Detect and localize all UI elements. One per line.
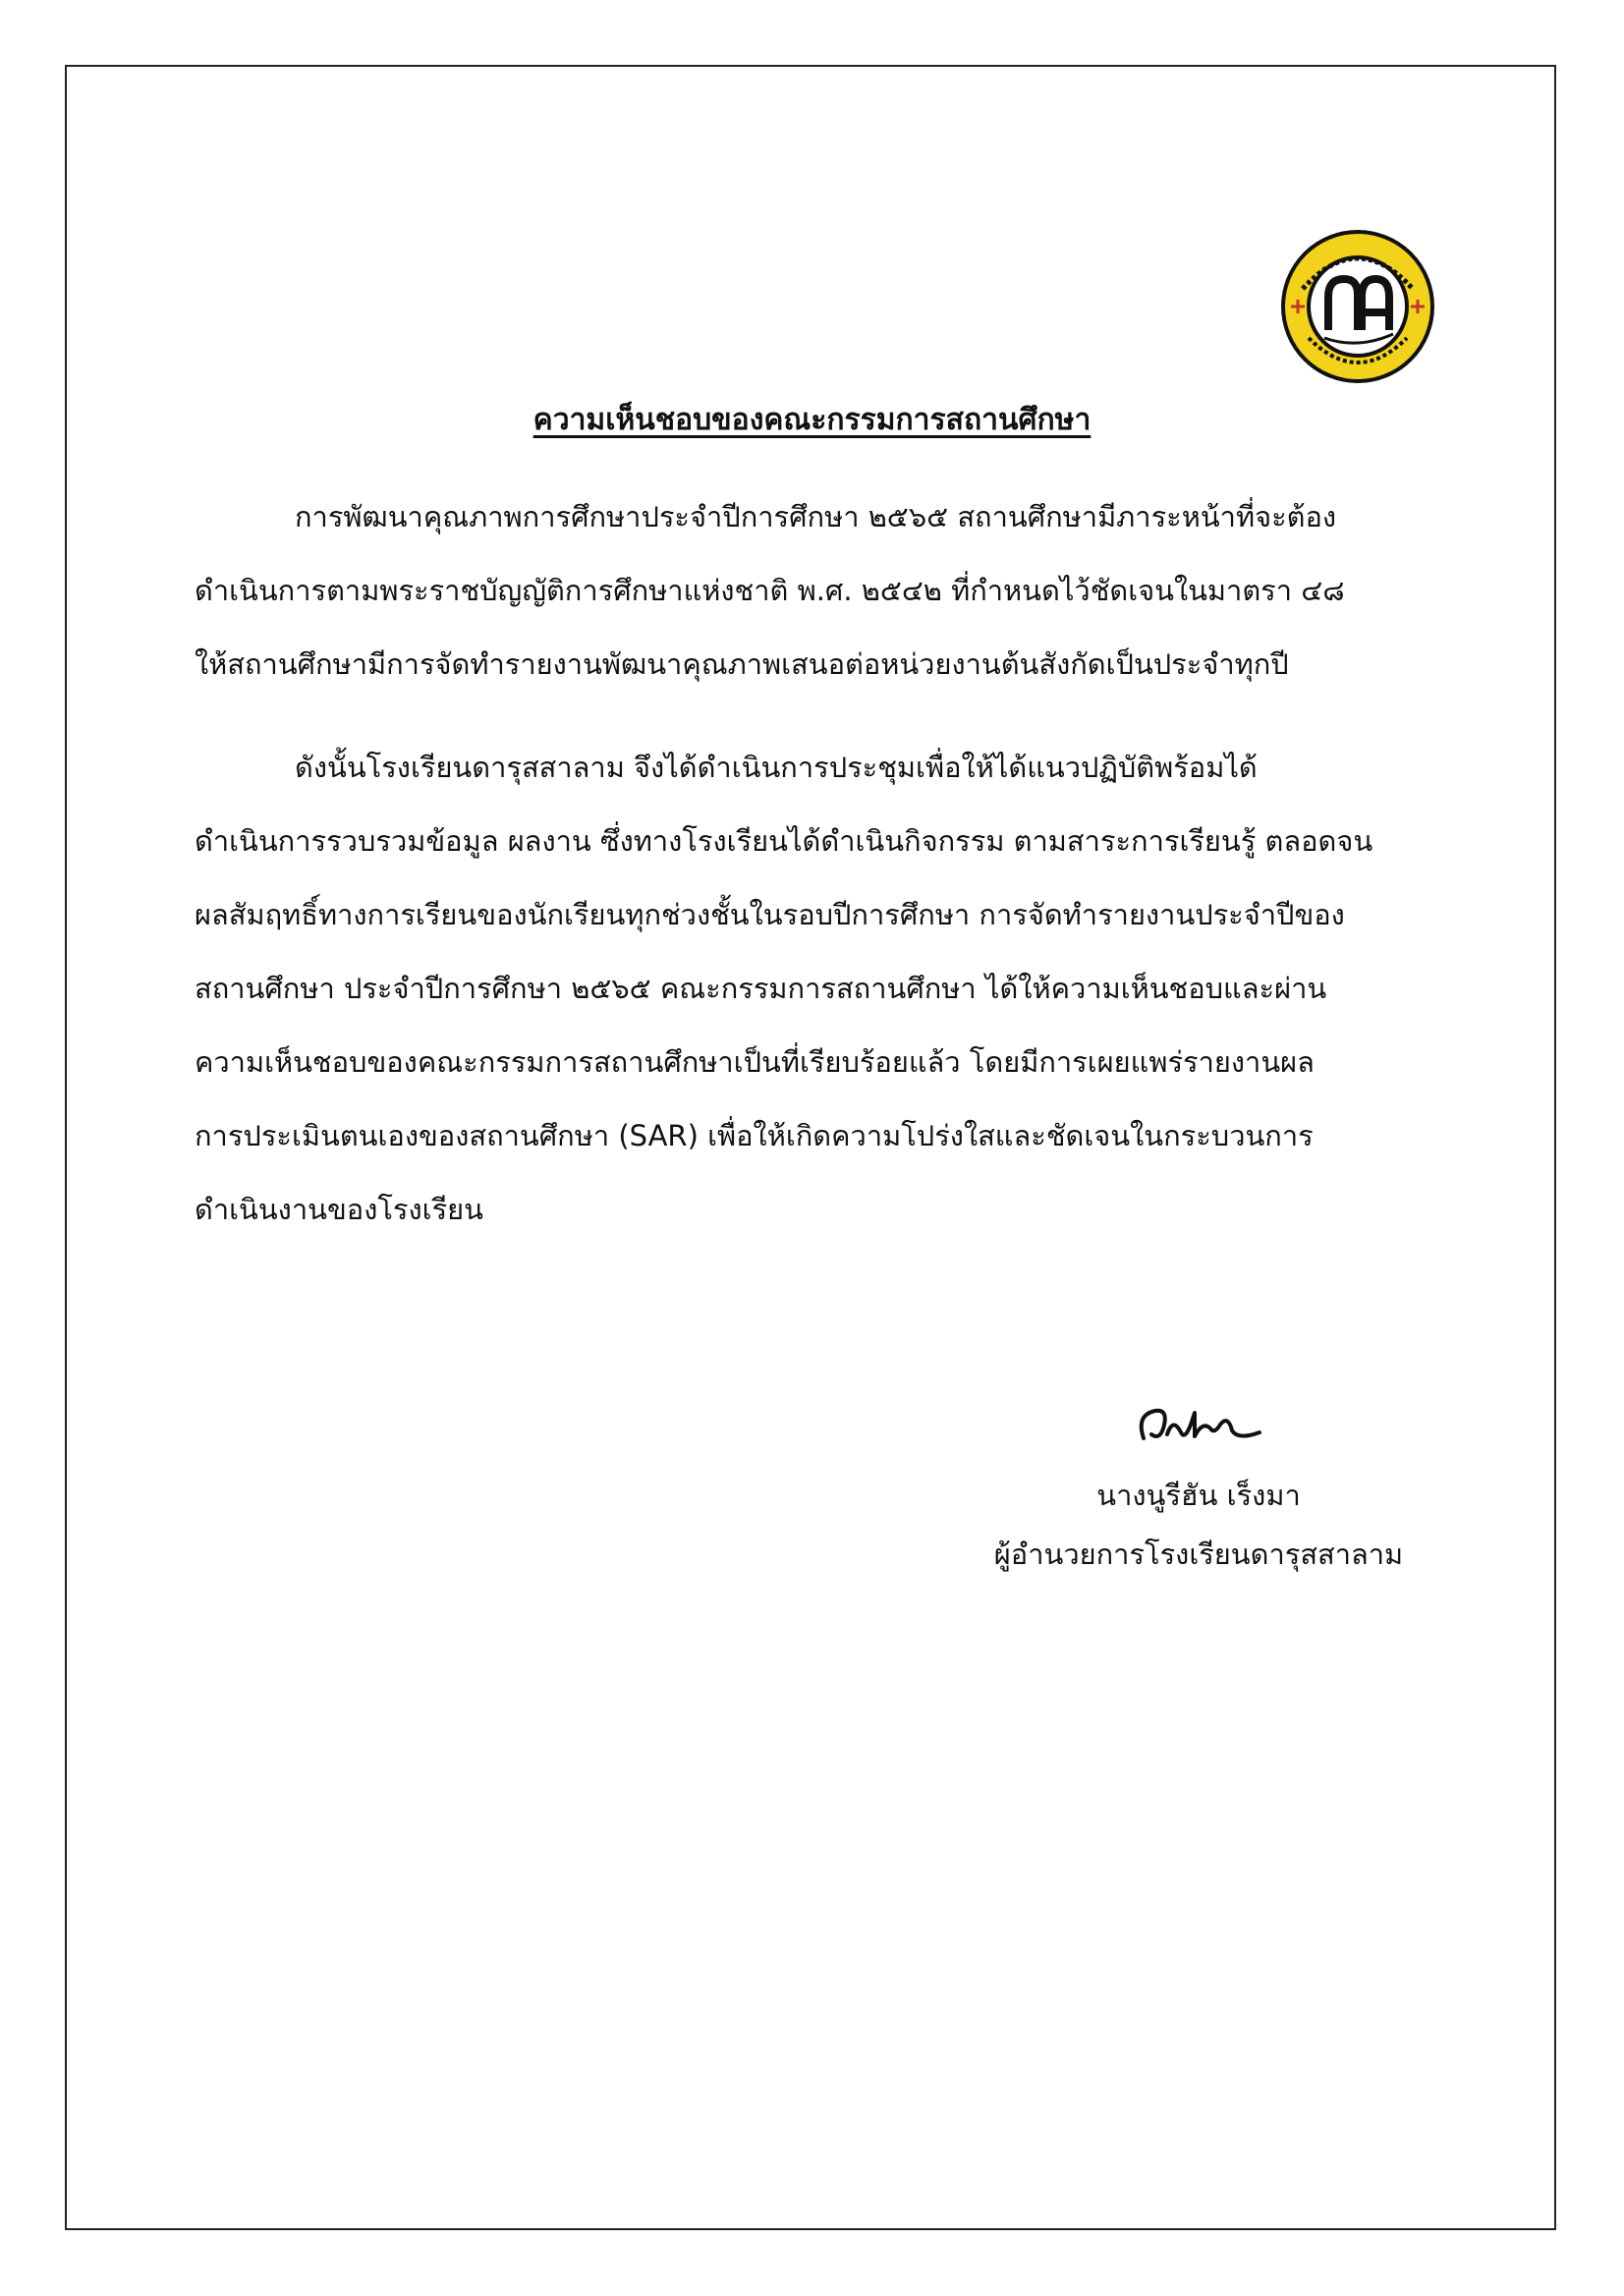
paragraph-2-line-4: สถานศึกษา ประจำปีการศึกษา ๒๕๖๕ คณะกรรมการสถานศึกษา ได้ให้ความเห็นชอบและผ่าน (195, 972, 1327, 1005)
school-logo (1279, 228, 1436, 385)
paragraph-2-line-1: ดังนั้นโรงเรียนดารุสสาลาม จึงได้ดำเนินการประชุมเพื่อให้ได้แนวปฏิบัติพร้อมได้ (295, 751, 1258, 784)
paragraph-2-line-7: ดำเนินงานของโรงเรียน (195, 1193, 483, 1226)
paragraph-1-line-3: ให้สถานศึกษามีการจัดทำรายงานพัฒนาคุณภาพเสนอต่อหน่วยงานต้นสังกัดเป็นประจำทุกปี (195, 647, 1289, 681)
paragraph-2-line-2: ดำเนินการรวบรวมข้อมูล ผลงาน ซึ่งทางโรงเรียนได้ดำเนินกิจกรรม ตามสาระการเรียนรู้ ตลอดจน (195, 824, 1373, 858)
paragraph-2-line-5: ความเห็นชอบของคณะกรรมการสถานศึกษาเป็นที่เรียบร้อยแล้ว โดยมีการเผยแพร่รายงานผล (195, 1045, 1315, 1079)
signer-position: ผู้อำนวยการโรงเรียนดารุสสาลาม (993, 1538, 1404, 1571)
handwritten-signature (1130, 1395, 1267, 1454)
paragraph-2-line-6: การประเมินตนเองของสถานศึกษา (SAR) เพื่อให้เกิดความโปร่งใสและชัดเจนในกระบวนการ (195, 1119, 1314, 1152)
signer-name: นางนูรีฮัน เร็งมา (1096, 1479, 1301, 1512)
paragraph-2-line-3: ผลสัมฤทธิ์ทางการเรียนของนักเรียนทุกช่วงชั้นในรอบปีการศึกษา การจัดทำรายงานประจำปีของ (195, 898, 1345, 931)
paragraph-1-line-2: ดำเนินการตามพระราชบัญญัติการศึกษาแห่งชาติ พ.ศ. ๒๕๔๒ ที่กำหนดไว้ชัดเจนในมาตรา ๔๘ (195, 574, 1345, 607)
document-title: ความเห็นชอบของคณะกรรมการสถานศึกษา (532, 403, 1092, 437)
paragraph-1-line-1: การพัฒนาคุณภาพการศึกษาประจำปีการศึกษา ๒๕๖๕ สถานศึกษามีภาระหน้าที่จะต้อง (295, 500, 1337, 533)
